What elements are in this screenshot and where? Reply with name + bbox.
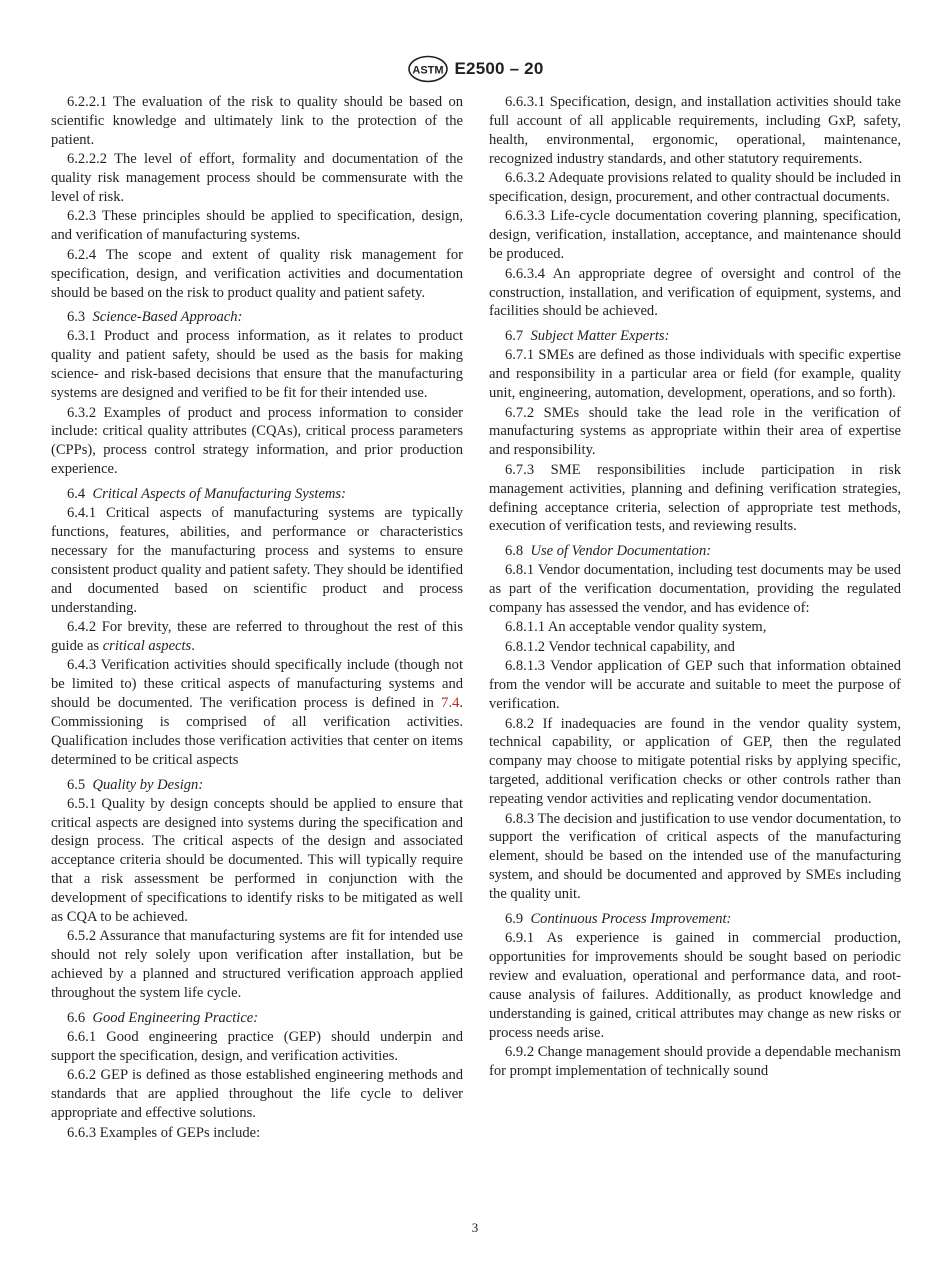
section-heading-6-9 [489,910,901,929]
section-number: 6.9 [505,911,524,928]
section-title: Science-Based Approach: [92,309,243,326]
document-designation: E2500 – 20 [454,59,544,78]
cross-reference-link[interactable]: 7.4 [441,695,460,712]
para-6-6-3-2: 6.6.3.2 Adequate provisions related to quality should be included in specification, design, procurement, and other contractual documents. [489,170,901,206]
para-6-4-2 [51,618,463,656]
para-6-4-1: 6.4.1 Critical aspects of manufacturing systems are typically functions, features, abilities, and performance or characteristics necessary for the manufacturing process and systems to ensure consistent product quality and patient safety. They should be identified and documented based on scientific product and process understanding. [51,505,463,616]
para-6-7-3: 6.7.3 SME responsibilities include participation in risk management activities, planning and defining verification strategies, defining acceptance criteria, selection of appropriate test methods, execution of verification tests, and reviewing results. [489,461,901,535]
section-title: Continuous Process Improvement: [530,911,732,928]
para-6-8-1-1: 6.8.1.1 An acceptable vendor quality system, [505,619,767,636]
section-heading-6-8 [489,542,901,561]
section-number: 6.6 [67,1010,86,1027]
para-text: . Commissioning is comprised of all verification activities. Qualification includes those verification activities that center on items determined to be critical aspects [51,695,463,768]
para-6-6-2: 6.6.2 GEP is defined as those established engineering methods and standards that are applied throughout the life cycle to deliver appropriate and effective solutions. [51,1067,463,1122]
para-6-9-1: 6.9.1 As experience is gained in commercial production, opportunities for improvements should be sought based on periodic review and evaluation, operational and performance data, and root-cause analysis of failures. Additionally, as product knowledge and understanding is gained, critical attributes may change as new risks or process needs arise. [489,929,901,1041]
section-title: Good Engineering Practice: [92,1010,259,1027]
section-number: 6.4 [67,486,86,503]
para-6-5-2: 6.5.2 Assurance that manufacturing systems are fit for intended use should not rely solely upon verification after installation, but be achieved by a planned and structured verification approach applied throughout the system life cycle. [51,928,463,1002]
para-6-2-4: 6.2.4 The scope and extent of quality risk management for specification, design, and verification activities and documentation should be based on the risk to product quality and patient safety. [51,246,463,301]
para-6-4-3 [51,656,463,769]
section-heading-6-5 [51,776,463,795]
para-6-6-3-3: 6.6.3.3 Life-cycle documentation covering planning, specification, design, verification, installation, acceptance, and maintenance should be produced. [489,208,901,263]
para-6-6-3-4: 6.6.3.4 An appropriate degree of oversight and control of the construction, installation, and verification of equipment, systems, and facilities should be achieved. [489,265,901,320]
para-6-8-1-3: 6.8.1.3 Vendor application of GEP such that information obtained from the vendor will be accurate and suitable to meet the purpose of verification. [489,658,901,713]
italic-term: critical aspects [102,637,192,654]
page-number: 3 [471,1220,479,1235]
page-header [0,54,950,84]
left-column [51,93,463,1143]
para-6-2-3: 6.2.3 These principles should be applied to specification, design, and verification of manufacturing systems. [51,208,463,244]
para-6-8-1: 6.8.1 Vendor documentation, including test documents may be used as part of the verification documentation, providing the regulated company has assessed the vendor, and has evidence of: [489,562,901,617]
para-6-5-1: 6.5.1 Quality by design concepts should be applied to ensure that critical aspects are designed into systems during the specification and design process. The critical aspects of the design and associated acceptance criteria should be documented. This will typically require that a risk assessment be performed in conjunction with the development of specifications to identify risks to be mitigated as well as CQA to be achieved. [51,795,463,926]
para-6-7-2: 6.7.2 SMEs should take the lead role in the verification of manufacturing systems as appropriate within their area of expertise and responsibility. [489,404,901,459]
section-number: 6.8 [505,543,524,560]
para-6-8-2: 6.8.2 If inadequacies are found in the vendor quality system, technical capability, or application of GEP, then the regulated company may choose to mitigate potential risks by applying specific, targeted, additional verification checks or other controls rather than repeating vendor activities and replicating vendor documentation. [489,715,901,808]
para-6-3-2: 6.3.2 Examples of product and process information to consider include: critical quality attributes (CQAs), critical process parameters (CPPs), process control strategy information, and prior production experience. [51,404,463,478]
para-text: 6.4.3 Verification activities should specifically include (though not be limited to) these critical aspects of manufacturing systems and should be documented. The verification process is defined in [51,657,463,712]
para-6-2-2-1: 6.2.2.1 The evaluation of the risk to quality should be based on scientific knowledge and ultimately link to the protection of the patient. [51,94,463,148]
para-6-7-1: 6.7.1 SMEs are defined as those individuals with specific expertise and responsibility in a particular area or field (for example, quality unit, engineering, automation, development, operations, and so forth). [489,347,901,402]
section-title: Use of Vendor Documentation: [530,543,712,560]
section-heading-6-7 [489,327,901,346]
right-column [489,93,901,1081]
astm-logo-icon [407,55,449,83]
section-title: Quality by Design: [92,776,204,793]
para-6-3-1: 6.3.1 Product and process information, as it relates to product quality and patient safety, should be used as the basis for making science- and risk-based decisions that ensure that the manufacturing systems are designed and verified to be fit for their intended use. [51,328,463,402]
section-number: 6.5 [67,776,86,793]
para-6-8-1-2: 6.8.1.2 Vendor technical capability, and [505,638,735,655]
para-6-6-3-1: 6.6.3.1 Specification, design, and installation activities should take full account of all applicable requirements, including GxP, safety, health, environmental, ergonomic, operational, maintenance, recognized industry standards, and other statutory requirements. [489,94,901,167]
section-number: 6.7 [505,328,524,345]
section-heading-6-4 [51,485,463,504]
para-6-6-3: 6.6.3 Examples of GEPs include: [67,1124,261,1141]
section-number: 6.3 [67,309,86,326]
section-heading-6-3 [51,308,463,327]
para-6-2-2-2: 6.2.2.2 The level of effort, formality and documentation of the quality risk management process should be commensurate with the level of risk. [51,151,463,206]
section-title: Subject Matter Experts: [530,328,670,345]
para-6-9-2: 6.9.2 Change management should provide a dependable mechanism for prompt implementation of technically sound [489,1043,901,1079]
para-6-8-3: 6.8.3 The decision and justification to use vendor documentation, to support the verification of critical aspects of the manufacturing element, should be based on the intended use of the manufacturing system, and should be documented and approved by SMEs including the quality unit. [489,810,901,903]
astm-logo-text: ASTM [411,64,444,77]
para-6-6-1: 6.6.1 Good engineering practice (GEP) should underpin and support the specification, design, and verification activities. [51,1029,463,1064]
para-text: . [191,637,195,654]
section-title: Critical Aspects of Manufacturing Systems: [92,486,346,503]
section-heading-6-6 [51,1009,463,1028]
para-text: 6.4.2 For brevity, these are referred to throughout the rest of this guide as [51,618,463,654]
